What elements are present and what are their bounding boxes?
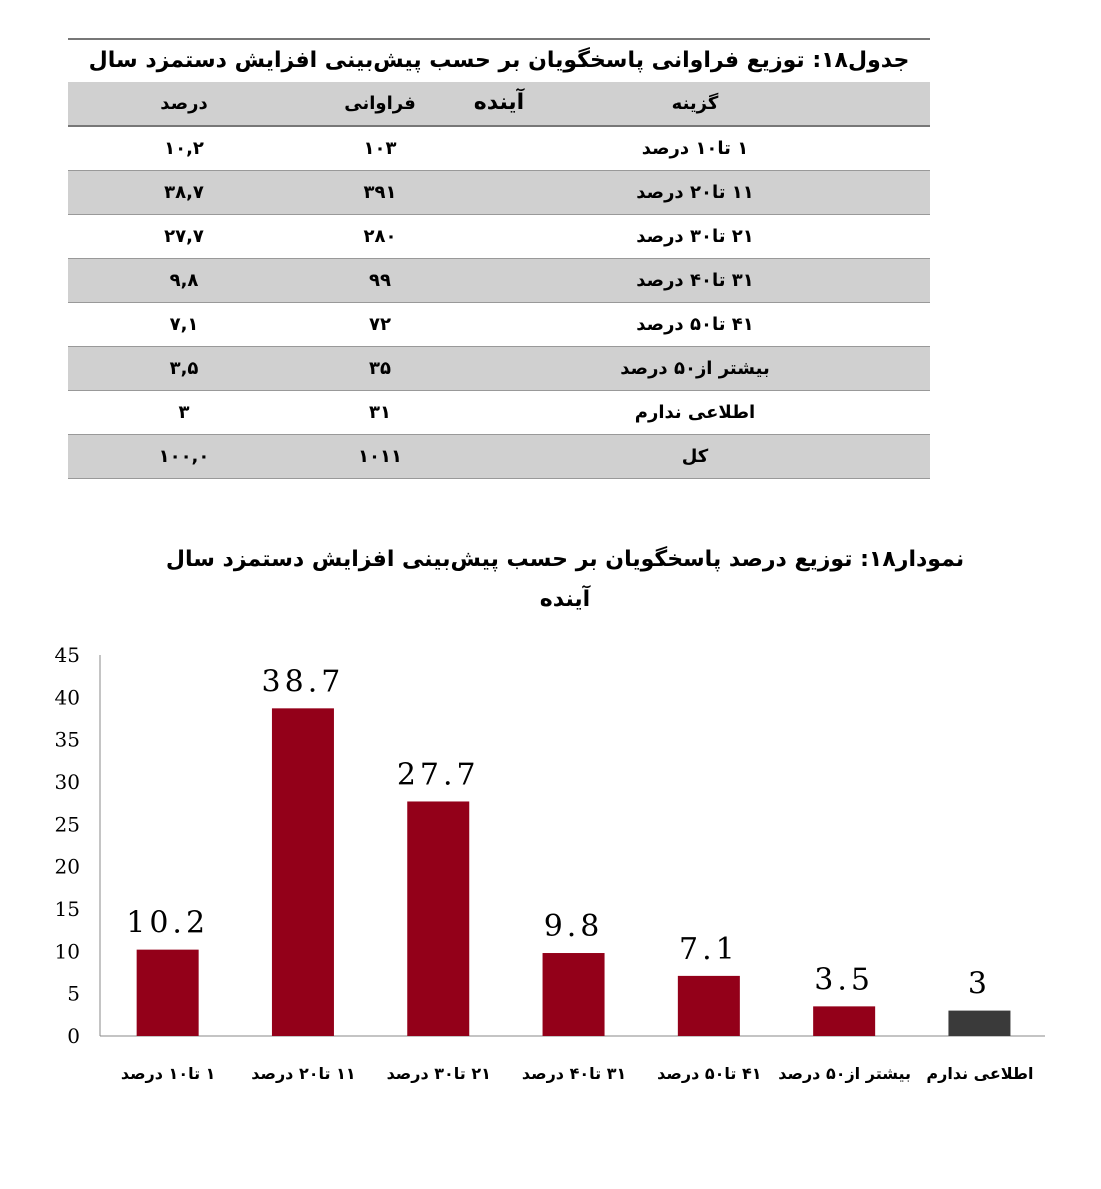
frequency-cell: ۲۸۰ xyxy=(363,226,397,247)
option-cell: ۱ تا۱۰ درصد xyxy=(641,138,749,159)
percent-cell: ۹,۸ xyxy=(169,270,199,291)
option-cell: ۴۱ تا۵۰ درصد xyxy=(636,314,754,335)
option-cell: ۲۱ تا۳۰ درصد xyxy=(636,226,754,247)
y-tick-label: 0 xyxy=(67,1024,80,1048)
y-tick-label: 35 xyxy=(54,727,80,752)
x-tick-label: اطلاعی ندارم xyxy=(926,1064,1034,1083)
option-cell: ۳۱ تا۴۰ درصد xyxy=(636,270,754,291)
x-tick-label: ۲۱ تا۳۰ درصد xyxy=(386,1064,491,1083)
header-option: گزینه xyxy=(671,93,719,114)
bar xyxy=(948,1011,1010,1036)
bar xyxy=(678,976,740,1036)
y-tick-label: 45 xyxy=(54,643,80,667)
option-cell: اطلاعی ندارم xyxy=(634,402,756,423)
x-tick-label: ۴۱ تا۵۰ درصد xyxy=(657,1064,762,1083)
option-cell: بیشتر از۵۰ درصد xyxy=(620,358,770,379)
frequency-cell: ۳۹۱ xyxy=(363,182,397,203)
y-tick-label: 20 xyxy=(54,854,80,879)
data-label: 38.7 xyxy=(261,664,345,700)
y-tick-label: 40 xyxy=(54,685,80,710)
percent-cell: ۲۷,۷ xyxy=(164,226,204,247)
header-frequency: فراوانی xyxy=(344,93,416,114)
percent-cell: ۳۸,۷ xyxy=(164,182,204,203)
y-tick-label: 5 xyxy=(67,981,80,1006)
data-label: 7.1 xyxy=(678,931,739,967)
data-label: 27.7 xyxy=(396,757,480,793)
table-title: جدول۱۸: توزیع فراوانی پاسخگویان بر حسب پیش‌بینی افزایش دستمزد سال آینده xyxy=(68,38,930,82)
percent-cell: ۳,۵ xyxy=(169,358,199,379)
percent-cell: ۳ xyxy=(178,402,190,423)
x-tick-label: ۱۱ تا۲۰ درصد xyxy=(251,1064,356,1083)
frequency-cell: ۹۹ xyxy=(369,270,391,291)
bar xyxy=(543,953,605,1036)
x-tick-label: بیشتر از۵۰ درصد xyxy=(778,1064,912,1083)
bar xyxy=(813,1006,875,1036)
data-label: 3 xyxy=(967,966,991,1002)
bar xyxy=(407,801,469,1036)
frequency-cell: ۳۱ xyxy=(369,402,391,423)
percent-cell: ۱۰۰,۰ xyxy=(158,446,210,467)
frequency-cell: ۷۲ xyxy=(369,314,391,335)
y-tick-label: 30 xyxy=(54,770,80,794)
option-cell: کل xyxy=(681,446,709,467)
data-label: 10.2 xyxy=(126,905,210,941)
percent-cell: ۷,۱ xyxy=(169,314,199,335)
bar xyxy=(272,708,334,1036)
data-label: 3.5 xyxy=(814,962,875,998)
frequency-cell: ۳۵ xyxy=(369,358,391,379)
chart-title: نمودار۱۸: توزیع درصد پاسخگویان بر حسب پیش‌بینی افزایش دستمزد سال آینده xyxy=(165,547,965,612)
y-tick-label: 15 xyxy=(54,897,80,921)
y-tick-label: 10 xyxy=(54,939,80,964)
header-percent: درصد xyxy=(160,93,208,114)
frequency-cell: ۱۰۳ xyxy=(363,138,397,159)
y-tick-label: 25 xyxy=(54,812,80,837)
x-tick-label: ۳۱ تا۴۰ درصد xyxy=(521,1064,627,1083)
percent-cell: ۱۰,۲ xyxy=(164,138,204,159)
bar xyxy=(137,950,199,1036)
data-label: 9.8 xyxy=(543,909,604,945)
option-cell: ۱۱ تا۲۰ درصد xyxy=(636,182,754,203)
x-tick-label: ۱ تا۱۰ درصد xyxy=(120,1064,216,1083)
frequency-cell: ۱۰۱۱ xyxy=(358,446,402,467)
